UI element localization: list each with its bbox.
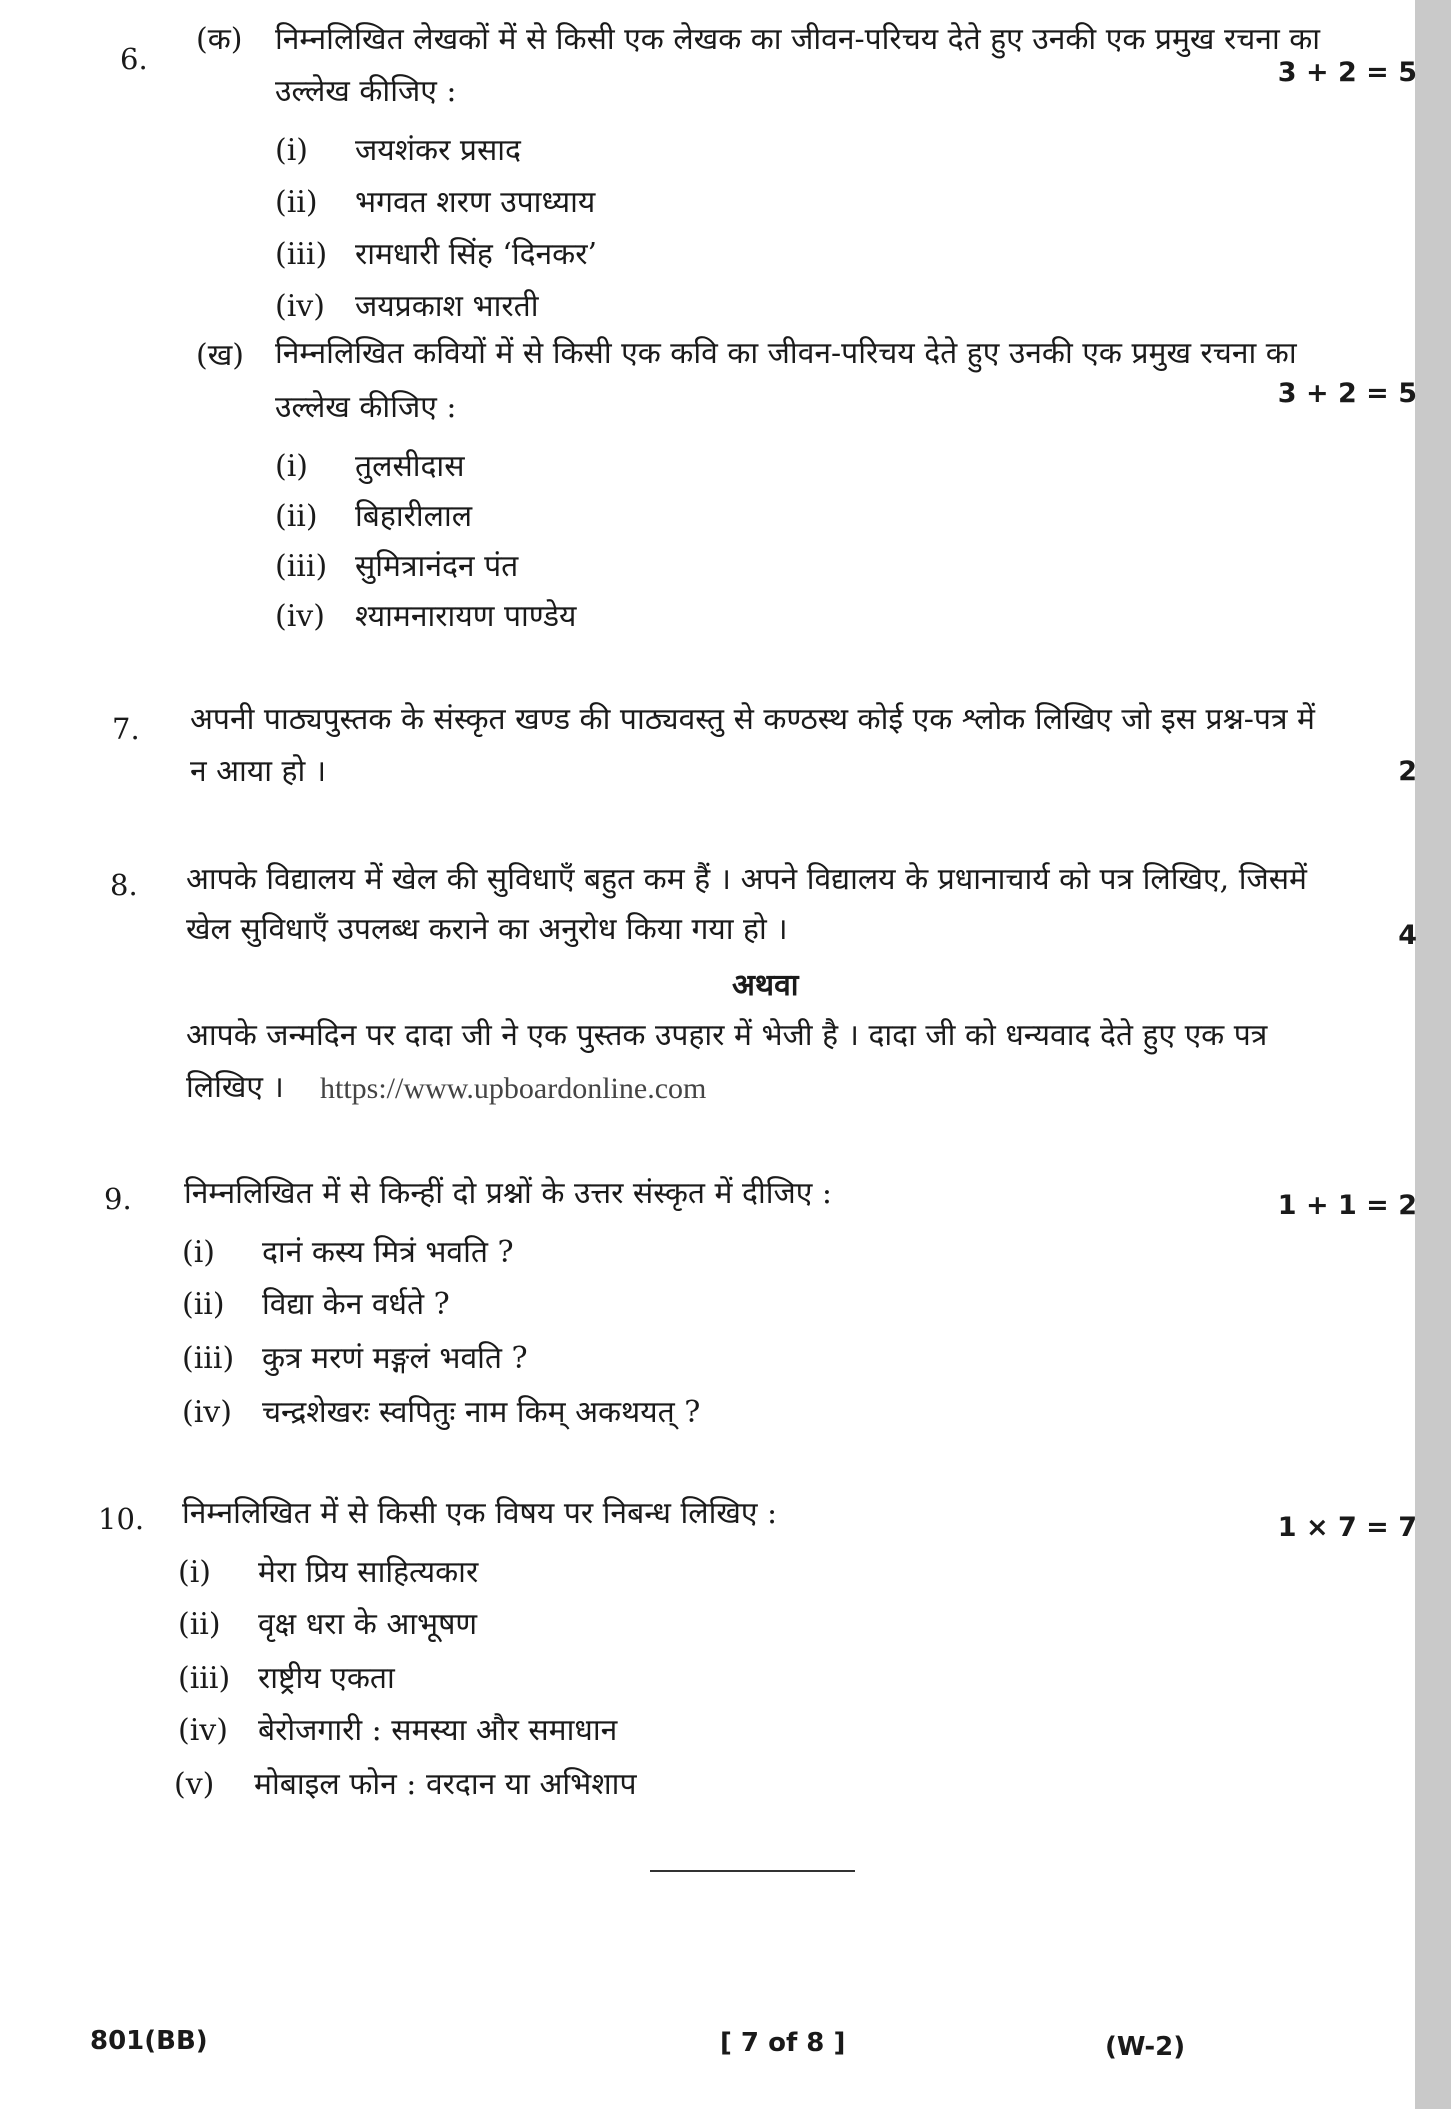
item-text: भगवत शरण उपाध्याय bbox=[355, 185, 596, 220]
q10-item bbox=[178, 1656, 395, 1697]
q10-marks: 1 × 7 = 7 bbox=[1277, 1512, 1417, 1543]
item-text: जयशंकर प्रसाद bbox=[355, 133, 521, 168]
q8-alt-line1: आपके जन्मदिन पर दादा जी ने एक पुस्तक उपहार में भेजी है । दादा जी को धन्यवाद देते हुए एक पत्र bbox=[186, 1018, 1268, 1053]
q6a-item bbox=[275, 128, 521, 169]
q6a-label: (क) bbox=[196, 22, 243, 57]
item-text: बेरोजगारी : समस्या और समाधान bbox=[258, 1713, 618, 1748]
q6a-item bbox=[275, 232, 597, 273]
q6b-label: (ख) bbox=[196, 338, 244, 373]
q6b-line2: उल्लेख कीजिए : bbox=[275, 390, 457, 425]
q9-number: 9. bbox=[104, 1182, 132, 1216]
item-text: कुत्र मरणं मङ्गलं भवति ? bbox=[262, 1341, 528, 1376]
q10-line1: निम्नलिखित में से किसी एक विषय पर निबन्ध लिखिए : bbox=[182, 1496, 778, 1531]
q6a-item bbox=[275, 284, 538, 325]
item-num: (ii) bbox=[182, 1287, 225, 1322]
item-num: (iii) bbox=[275, 549, 328, 584]
q10-item bbox=[174, 1762, 636, 1803]
q8-line1: आपके विद्यालय में खेल की सुविधाएँ बहुत कम हैं । अपने विद्यालय के प्रधानाचार्य को पत्र लिखिए, जिसमें bbox=[186, 862, 1307, 897]
q8-marks: 4 bbox=[1398, 920, 1417, 951]
q7-marks: 2 bbox=[1398, 756, 1417, 787]
item-text: विद्या केन वर्धते ? bbox=[262, 1287, 450, 1322]
scan-edge-strip bbox=[1415, 0, 1451, 2109]
q7-line1: अपनी पाठ्यपुस्तक के संस्कृत खण्ड की पाठ्यवस्तु से कण्ठस्थ कोई एक श्लोक लिखिए जो इस प्रश्न-पत्र में bbox=[190, 702, 1315, 737]
q8-or-label: अथवा bbox=[732, 968, 799, 1003]
q9-line1: निम्नलिखित में से किन्हीं दो प्रश्नों के उत्तर संस्कृत में दीजिए : bbox=[184, 1176, 832, 1211]
q8-number: 8. bbox=[110, 868, 138, 902]
q9-item bbox=[182, 1230, 514, 1271]
item-num: (i) bbox=[275, 449, 309, 484]
q6a-item bbox=[275, 180, 595, 221]
q6b-item bbox=[275, 444, 464, 485]
item-text: वृक्ष धरा के आभूषण bbox=[258, 1607, 478, 1642]
item-text: मेरा प्रिय साहित्यकार bbox=[258, 1555, 479, 1590]
q6b-marks: 3 + 2 = 5 bbox=[1277, 378, 1417, 409]
q7-line2: न आया हो । bbox=[190, 754, 327, 789]
item-num: (i) bbox=[182, 1235, 216, 1270]
item-text: जयप्रकाश भारती bbox=[355, 289, 539, 324]
item-text: राष्ट्रीय एकता bbox=[258, 1661, 395, 1696]
q8-line2: खेल सुविधाएँ उपलब्ध कराने का अनुरोध किया गया हो । bbox=[186, 912, 788, 947]
paper-code: 801(BB) bbox=[90, 2026, 208, 2056]
item-num: (iii) bbox=[178, 1661, 231, 1696]
watermark-url: https://www.upboardonline.com bbox=[320, 1072, 707, 1105]
item-text: बिहारीलाल bbox=[355, 499, 473, 534]
item-text: रामधारी सिंह ‘दिनकर’ bbox=[355, 237, 598, 272]
q10-item bbox=[178, 1602, 477, 1643]
q6b-item bbox=[275, 594, 576, 635]
item-text: चन्द्रशेखरः स्वपितुः नाम किम् अकथयत् ? bbox=[262, 1395, 701, 1430]
q9-item bbox=[182, 1336, 528, 1377]
item-num: (i) bbox=[178, 1555, 212, 1590]
q10-item bbox=[178, 1708, 617, 1749]
item-num: (ii) bbox=[275, 499, 318, 534]
item-num: (iv) bbox=[182, 1395, 232, 1430]
item-num: (iv) bbox=[178, 1713, 228, 1748]
q6b-item bbox=[275, 544, 518, 585]
q6a-line1: निम्नलिखित लेखकों में से किसी एक लेखक का जीवन-परिचय देते हुए उनकी एक प्रमुख रचना का bbox=[275, 22, 1321, 57]
series-code: (W-2) bbox=[1105, 2032, 1186, 2062]
q9-marks: 1 + 1 = 2 bbox=[1277, 1190, 1417, 1221]
page-number: [ 7 of 8 ] bbox=[720, 2028, 846, 2058]
q6a-line2: उल्लेख कीजिए : bbox=[275, 74, 457, 109]
q10-item bbox=[178, 1550, 478, 1591]
item-text: तुलसीदास bbox=[355, 449, 465, 484]
item-num: (iv) bbox=[275, 289, 325, 324]
q7-number: 7. bbox=[112, 712, 140, 746]
q6b-item bbox=[275, 494, 472, 535]
item-text: सुमित्रानंदन पंत bbox=[355, 549, 519, 584]
item-text: मोबाइल फोन : वरदान या अभिशाप bbox=[254, 1767, 637, 1802]
q6a-marks: 3 + 2 = 5 bbox=[1277, 57, 1417, 88]
item-num: (iii) bbox=[275, 237, 328, 272]
q10-number: 10. bbox=[98, 1502, 145, 1536]
q6b-line1: निम्नलिखित कवियों में से किसी एक कवि का जीवन-परिचय देते हुए उनकी एक प्रमुख रचना का bbox=[275, 336, 1297, 371]
q9-item bbox=[182, 1282, 450, 1323]
item-num: (ii) bbox=[178, 1607, 221, 1642]
q6-number: 6. bbox=[120, 42, 148, 76]
item-num: (i) bbox=[275, 133, 309, 168]
item-num: (iii) bbox=[182, 1341, 235, 1376]
q8-alt-line2: लिखिए । bbox=[186, 1070, 284, 1105]
item-text: श्यामनारायण पाण्डेय bbox=[355, 599, 577, 634]
item-text: दानं कस्य मित्रं भवति ? bbox=[262, 1235, 514, 1270]
item-num: (ii) bbox=[275, 185, 318, 220]
q9-item bbox=[182, 1390, 700, 1431]
item-num: (v) bbox=[174, 1767, 215, 1802]
item-num: (iv) bbox=[275, 599, 325, 634]
end-divider bbox=[650, 1870, 855, 1872]
